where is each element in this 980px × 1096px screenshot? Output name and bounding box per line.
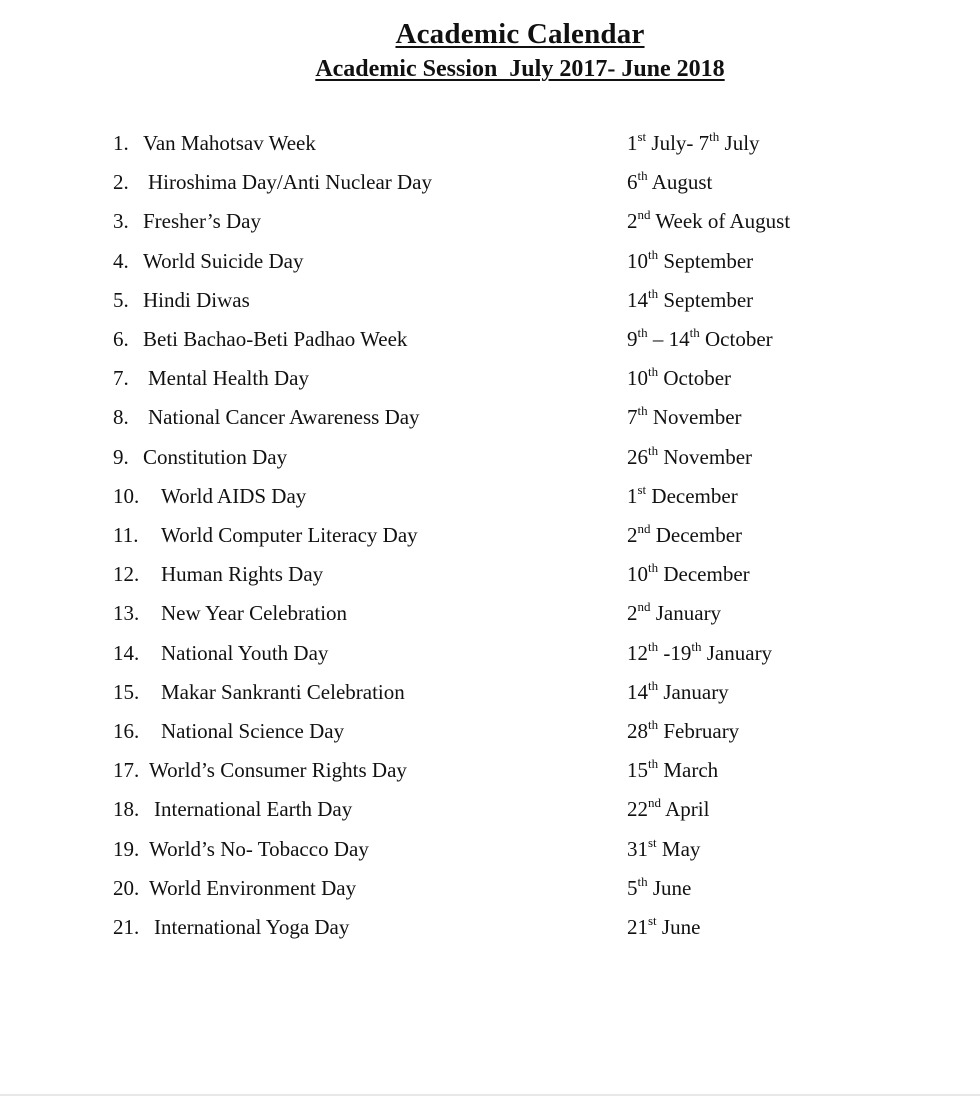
item-number: 3. bbox=[113, 209, 129, 233]
event-date: 12th -19th January bbox=[627, 639, 773, 665]
event-date: 1st July- 7th July bbox=[627, 129, 760, 155]
item-number: 1. bbox=[113, 131, 129, 155]
event-date: 10th September bbox=[627, 247, 754, 273]
list-item bbox=[0, 751, 980, 790]
list-item bbox=[0, 281, 980, 320]
list-item bbox=[0, 594, 980, 633]
event-date: 15th March bbox=[627, 756, 719, 782]
event-date: 28th February bbox=[627, 717, 740, 743]
list-item bbox=[0, 320, 980, 359]
event-name: World AIDS Day bbox=[161, 484, 307, 508]
list-item bbox=[0, 516, 980, 555]
event-name: Hiroshima Day/Anti Nuclear Day bbox=[148, 170, 433, 194]
item-number: 7. bbox=[113, 366, 129, 390]
list-item bbox=[0, 555, 980, 594]
item-number: 14. bbox=[113, 641, 140, 665]
event-name: New Year Celebration bbox=[161, 601, 348, 625]
item-number: 9. bbox=[113, 445, 129, 469]
list-item bbox=[0, 712, 980, 751]
item-number: 2. bbox=[113, 170, 129, 194]
event-date: 14th January bbox=[627, 678, 729, 704]
item-number: 8. bbox=[113, 405, 129, 429]
event-name: National Cancer Awareness Day bbox=[148, 405, 420, 429]
item-number: 10. bbox=[113, 484, 140, 508]
event-name: Hindi Diwas bbox=[143, 288, 250, 312]
event-name: National Science Day bbox=[161, 719, 345, 743]
item-number: 13. bbox=[113, 601, 140, 625]
list-item bbox=[0, 477, 980, 516]
event-date: 5th June bbox=[627, 874, 692, 900]
item-number: 6. bbox=[113, 327, 129, 351]
list-item bbox=[0, 790, 980, 829]
event-name: World Computer Literacy Day bbox=[161, 523, 418, 547]
session-subtitle: Academic Session July 2017- June 2018 bbox=[315, 56, 725, 82]
event-name: Van Mahotsav Week bbox=[143, 131, 316, 155]
item-number: 4. bbox=[113, 249, 129, 273]
event-date: 9th – 14th October bbox=[627, 325, 773, 351]
list-item bbox=[0, 830, 980, 869]
event-name: International Yoga Day bbox=[154, 915, 350, 939]
list-item bbox=[0, 869, 980, 908]
event-date: 22nd April bbox=[627, 795, 710, 821]
event-name: Fresher’s Day bbox=[143, 209, 262, 233]
list-item bbox=[0, 242, 980, 281]
event-date: 10th December bbox=[627, 560, 750, 586]
event-date: 2nd January bbox=[627, 599, 722, 625]
event-name: International Earth Day bbox=[154, 797, 353, 821]
list-item bbox=[0, 438, 980, 477]
item-number: 18. bbox=[113, 797, 140, 821]
item-number: 11. bbox=[113, 523, 139, 547]
list-item bbox=[0, 908, 980, 947]
item-number: 21. bbox=[113, 915, 140, 939]
item-number: 16. bbox=[113, 719, 140, 743]
event-name: World’s No- Tobacco Day bbox=[149, 837, 369, 861]
event-date: 26th November bbox=[627, 443, 753, 469]
item-number: 12. bbox=[113, 562, 140, 586]
item-number: 19. bbox=[113, 837, 140, 861]
event-date: 2nd December bbox=[627, 521, 743, 547]
item-number: 17. bbox=[113, 758, 140, 782]
list-item bbox=[0, 673, 980, 712]
event-date: 14th September bbox=[627, 286, 754, 312]
event-name: Beti Bachao-Beti Padhao Week bbox=[143, 327, 408, 351]
list-item bbox=[0, 359, 980, 398]
item-number: 20. bbox=[113, 876, 140, 900]
event-date: 7th November bbox=[627, 403, 742, 429]
list-item bbox=[0, 202, 980, 241]
event-date: 10th October bbox=[627, 364, 732, 390]
event-name: National Youth Day bbox=[161, 641, 329, 665]
event-name: Human Rights Day bbox=[161, 562, 324, 586]
event-name: World Suicide Day bbox=[143, 249, 304, 273]
list-item bbox=[0, 124, 980, 163]
item-number: 5. bbox=[113, 288, 129, 312]
document-title: Academic Calendar bbox=[395, 18, 645, 50]
event-date: 6th August bbox=[627, 168, 713, 194]
event-date: 1st December bbox=[627, 482, 738, 508]
list-item bbox=[0, 398, 980, 437]
item-number: 15. bbox=[113, 680, 140, 704]
event-date: 2nd Week of August bbox=[627, 207, 791, 233]
event-name: Mental Health Day bbox=[148, 366, 309, 390]
list-item bbox=[0, 163, 980, 202]
list-item bbox=[0, 634, 980, 673]
event-name: Constitution Day bbox=[143, 445, 288, 469]
event-name: World’s Consumer Rights Day bbox=[149, 758, 407, 782]
event-name: World Environment Day bbox=[149, 876, 357, 900]
event-name: Makar Sankranti Celebration bbox=[161, 680, 405, 704]
event-date: 31st May bbox=[627, 835, 701, 861]
event-date: 21st June bbox=[627, 913, 701, 939]
